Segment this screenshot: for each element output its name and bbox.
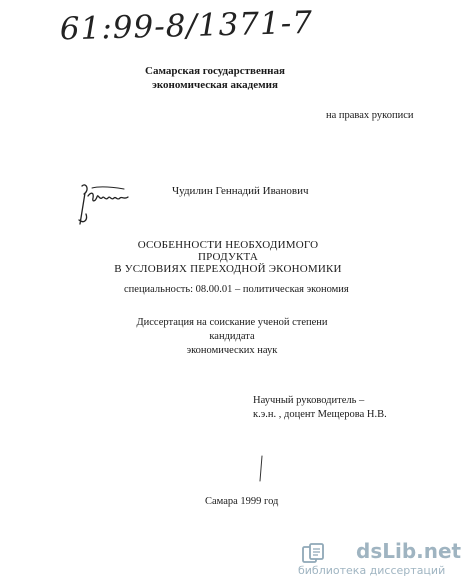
handwritten-signature: [76, 180, 134, 230]
degree-line-1: Диссертация на соискание ученой степени кандидата: [136, 317, 328, 342]
author-name: Чудилин Геннадий Иванович: [172, 185, 309, 197]
institution-name: [120, 64, 310, 92]
specialty-line: специальность: 08.00.01 – политическая экономия: [124, 284, 349, 295]
institution-line-2: экономическая академия: [152, 79, 278, 91]
watermark-caption: библиотека диссертаций: [298, 564, 446, 577]
degree-line-2: экономических наук: [186, 345, 278, 356]
title-line-2: В УСЛОВИЯХ ПЕРЕХОДНОЙ ЭКОНОМИКИ: [114, 263, 342, 275]
supervisor-line-1: Научный руководитель –: [253, 395, 365, 406]
dissertation-title: [110, 239, 346, 275]
institution-line-1: Самарская государственная: [145, 65, 285, 77]
watermark-brand: dsLib.net: [356, 539, 461, 563]
place-and-year: Самара 1999 год: [205, 496, 279, 507]
title-line-1: ОСОБЕННОСТИ НЕОБХОДИМОГО ПРОДУКТА: [137, 239, 319, 263]
archive-number: 61:99-8/1371-7: [59, 4, 314, 48]
supervisor-line-2: к.э.н. , доцент Мещерова Н.В.: [253, 409, 387, 420]
degree-statement: [116, 316, 348, 358]
dslib-watermark: [298, 538, 461, 578]
supervisor-block: [253, 394, 387, 422]
manuscript-rights-note: на правах рукописи: [326, 110, 414, 121]
pen-mark: [256, 455, 266, 483]
dslib-logo-icon: [302, 542, 326, 566]
